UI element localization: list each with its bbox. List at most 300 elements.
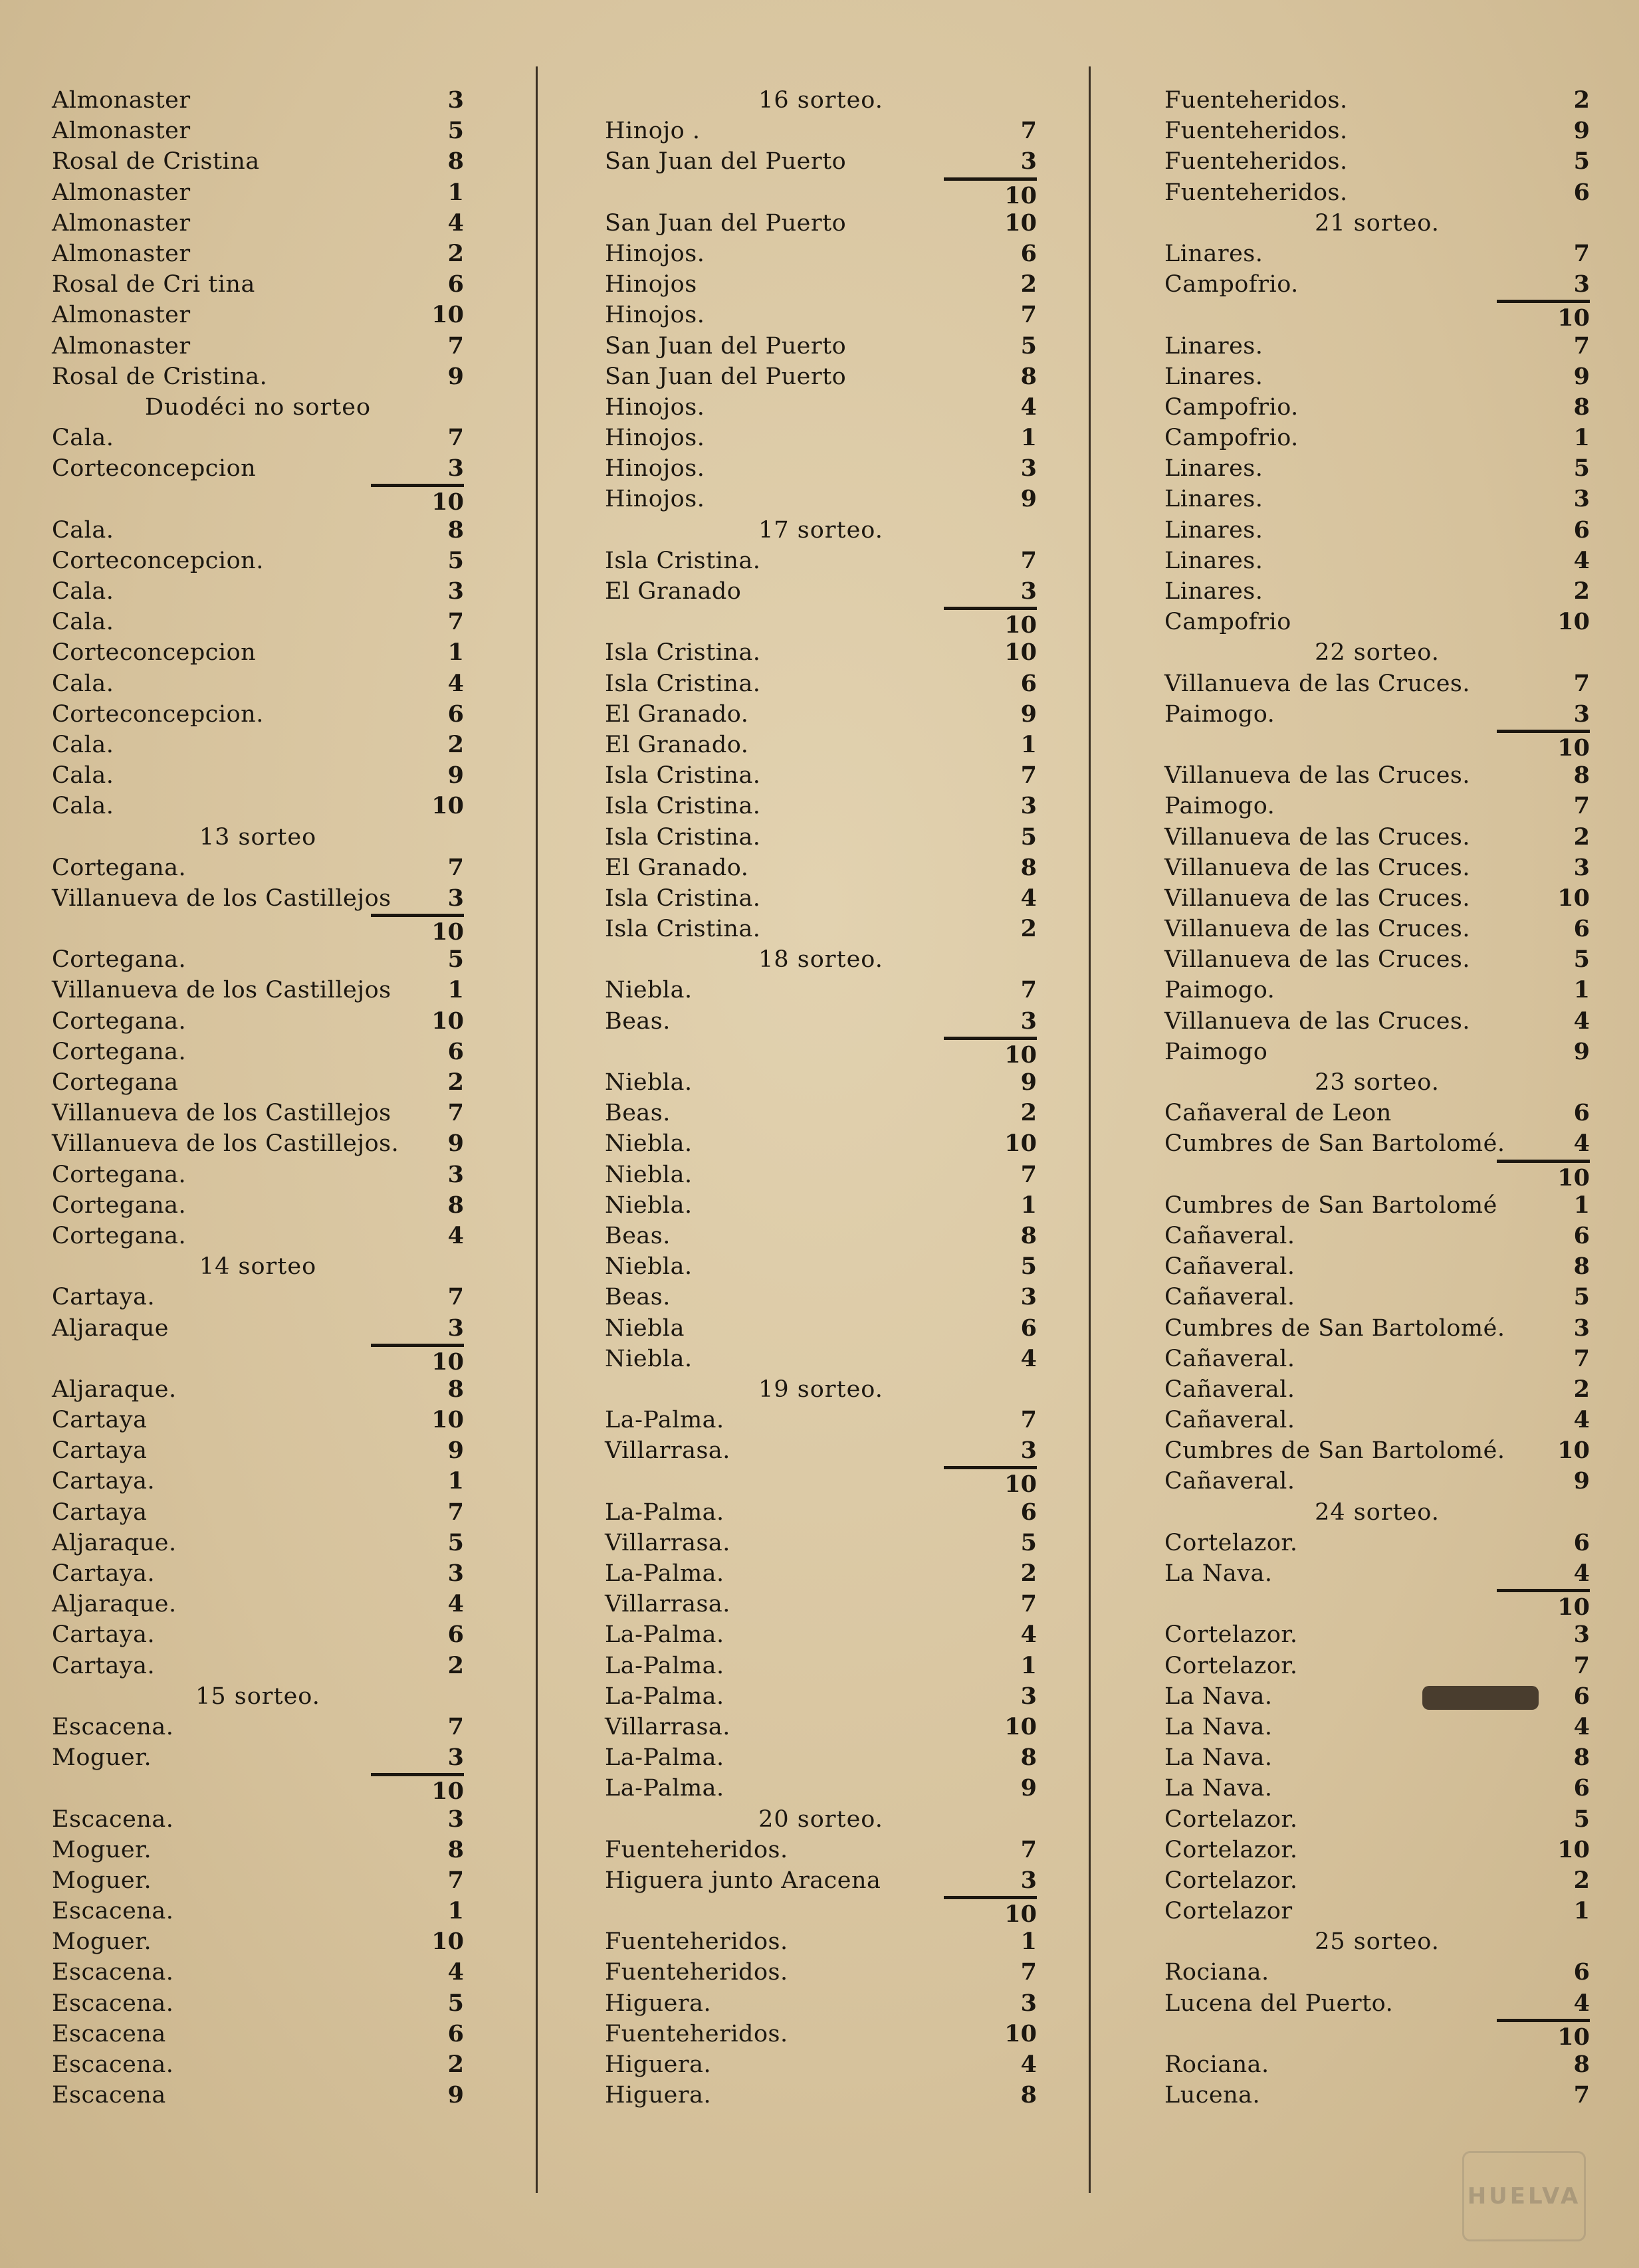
lot-number: 6 bbox=[1573, 516, 1590, 544]
list-item bbox=[52, 1651, 464, 1681]
list-item bbox=[605, 484, 1037, 514]
list-item bbox=[52, 1374, 464, 1405]
lot-number: 8 bbox=[447, 1191, 464, 1219]
lot-number: 7 bbox=[1020, 117, 1037, 145]
lot-number: 2 bbox=[1020, 915, 1037, 943]
list-item bbox=[605, 239, 1037, 269]
lot-number: 7 bbox=[1020, 546, 1037, 574]
list-item bbox=[1164, 146, 1590, 177]
place-name: Lucena del Puerto. bbox=[1164, 1990, 1394, 2017]
place-name: Niebla bbox=[605, 1314, 685, 1342]
list-item bbox=[605, 637, 1037, 668]
lot-number: 3 bbox=[1020, 455, 1037, 482]
list-item bbox=[1164, 1221, 1590, 1251]
sorteo-heading: 21 sorteo. bbox=[1315, 209, 1440, 237]
stamp-text: HUELVA bbox=[1467, 2183, 1581, 2210]
lot-number: 10 bbox=[431, 301, 464, 329]
lot-number: 6 bbox=[447, 1621, 464, 1649]
lot-number: 5 bbox=[447, 117, 464, 145]
list-item bbox=[605, 1282, 1037, 1312]
list-item bbox=[1164, 944, 1590, 975]
place-name: Paimogo. bbox=[1164, 793, 1275, 820]
sorteo-heading: 25 sorteo. bbox=[1315, 1928, 1440, 1956]
list-item bbox=[605, 1251, 1037, 1282]
list-item bbox=[52, 1006, 464, 1037]
list-item bbox=[52, 2049, 464, 2080]
place-name: Escacena. bbox=[52, 1959, 174, 1986]
list-item bbox=[52, 1098, 464, 1128]
place-name: El Granado. bbox=[605, 731, 749, 758]
sum-total: 10 bbox=[944, 1037, 1037, 1067]
sorteo-heading: 18 sorteo. bbox=[758, 946, 883, 974]
lot-number: 2 bbox=[1573, 1866, 1590, 1894]
place-name: Hinojos. bbox=[605, 455, 705, 482]
list-item bbox=[52, 1160, 464, 1190]
list-item bbox=[52, 239, 464, 269]
place-name: Corteconcepcion bbox=[52, 455, 257, 482]
lot-number: 6 bbox=[1020, 669, 1037, 697]
list-item bbox=[1164, 239, 1590, 269]
place-name: Campofrio. bbox=[1164, 271, 1299, 298]
lot-number: 9 bbox=[1573, 1467, 1590, 1495]
lot-number: 7 bbox=[1020, 301, 1037, 329]
list-item bbox=[52, 1037, 464, 1067]
list-item bbox=[1164, 453, 1590, 484]
sorteo-heading: 16 sorteo. bbox=[758, 87, 883, 114]
lot-number: 10 bbox=[1004, 209, 1037, 237]
lot-number: 4 bbox=[447, 1958, 464, 1986]
place-name: Cortegana. bbox=[52, 1161, 187, 1188]
list-item bbox=[605, 1957, 1037, 1988]
lot-number: 1 bbox=[1020, 1651, 1037, 1679]
lot-number: 6 bbox=[1020, 1498, 1037, 1526]
list-item bbox=[52, 546, 464, 576]
lot-number: 7 bbox=[1573, 239, 1590, 267]
list-item bbox=[605, 853, 1037, 883]
place-name: Niebla. bbox=[605, 1130, 693, 1158]
place-name: Beas. bbox=[605, 1100, 671, 1127]
list-item bbox=[52, 361, 464, 392]
list-item bbox=[1164, 1773, 1590, 1804]
lot-number: 9 bbox=[447, 362, 464, 390]
list-item bbox=[605, 699, 1037, 730]
lot-number: 3 bbox=[1573, 270, 1590, 298]
place-name: Cumbres de San Bartolomé bbox=[1164, 1191, 1497, 1219]
list-item bbox=[605, 361, 1037, 392]
list-item bbox=[605, 669, 1037, 699]
lot-number: 7 bbox=[1573, 669, 1590, 697]
list-item bbox=[1164, 607, 1590, 637]
lot-number: 10 bbox=[431, 1406, 464, 1434]
lot-number: 9 bbox=[447, 1437, 464, 1465]
place-name: Cala. bbox=[52, 762, 114, 789]
lot-number: 5 bbox=[1020, 1253, 1037, 1281]
lot-number: 3 bbox=[1573, 1314, 1590, 1342]
list-item bbox=[605, 791, 1037, 821]
list-item bbox=[52, 208, 464, 239]
list-item bbox=[605, 1926, 1037, 1957]
lot-number: 5 bbox=[447, 1528, 464, 1556]
list-item bbox=[1164, 576, 1590, 607]
list-item bbox=[52, 1067, 464, 1098]
list-item bbox=[1164, 423, 1590, 453]
list-item bbox=[605, 730, 1037, 760]
place-name: Almonaster bbox=[52, 332, 191, 360]
place-name: La-Palma. bbox=[605, 1683, 724, 1710]
sum-total: 10 bbox=[371, 1344, 464, 1374]
place-name: San Juan del Puerto bbox=[605, 332, 847, 360]
lot-number: 3 bbox=[1020, 1682, 1037, 1710]
list-item bbox=[1164, 85, 1590, 116]
lot-number: 2 bbox=[1573, 86, 1590, 114]
lot-number: 5 bbox=[1573, 946, 1590, 974]
place-name: Cortegana bbox=[52, 1069, 179, 1096]
place-name: Villanueva de los Castillejos bbox=[52, 884, 391, 912]
place-name: Cortelazor. bbox=[1164, 1621, 1298, 1649]
place-name: Niebla. bbox=[605, 1345, 693, 1372]
list-item bbox=[605, 2080, 1037, 2111]
lot-number: 3 bbox=[1020, 1007, 1037, 1035]
list-item bbox=[52, 1589, 464, 1619]
place-name: Escacena. bbox=[52, 1898, 174, 1925]
list-item bbox=[605, 1988, 1037, 2019]
list-item bbox=[1164, 331, 1590, 361]
list-item bbox=[52, 1712, 464, 1742]
lot-number: 5 bbox=[1020, 332, 1037, 360]
lot-number: 4 bbox=[1020, 2051, 1037, 2078]
lot-number: 6 bbox=[1573, 1774, 1590, 1802]
lot-number: 3 bbox=[447, 1160, 464, 1188]
sorteo-heading: 20 sorteo. bbox=[758, 1805, 883, 1833]
place-name: El Granado. bbox=[605, 854, 749, 881]
place-name: Hinojos. bbox=[605, 240, 705, 267]
lot-number: 7 bbox=[447, 608, 464, 636]
lot-number: 5 bbox=[1020, 823, 1037, 851]
lot-number: 4 bbox=[447, 209, 464, 237]
place-name: Campofrio. bbox=[1164, 393, 1299, 421]
list-item bbox=[605, 1405, 1037, 1435]
lot-number: 3 bbox=[447, 577, 464, 605]
list-item bbox=[605, 146, 1037, 177]
list-item bbox=[1164, 1712, 1590, 1742]
place-name: Cartaya bbox=[52, 1407, 148, 1434]
sorteo-heading: 22 sorteo. bbox=[1315, 639, 1440, 667]
lot-number: 7 bbox=[1020, 1835, 1037, 1863]
archive-stamp bbox=[1462, 2151, 1586, 2241]
lot-number: 9 bbox=[447, 762, 464, 789]
list-item bbox=[605, 975, 1037, 1005]
lot-number: 4 bbox=[1020, 393, 1037, 421]
place-name: Villanueva de las Cruces. bbox=[1164, 670, 1471, 697]
place-name: Hinojos. bbox=[605, 486, 705, 513]
list-item bbox=[1164, 1435, 1590, 1466]
lot-number: 4 bbox=[1573, 1560, 1590, 1587]
place-name: Niebla. bbox=[605, 1191, 693, 1219]
list-item bbox=[52, 269, 464, 300]
list-item bbox=[605, 883, 1037, 914]
place-name: Niebla. bbox=[605, 977, 693, 1004]
list-item bbox=[1164, 116, 1590, 146]
place-name: Higuera. bbox=[605, 1990, 712, 2017]
lot-number: 3 bbox=[447, 1314, 464, 1342]
place-name: Fuenteheridos. bbox=[605, 1959, 788, 1986]
column-2 bbox=[605, 85, 1037, 2111]
list-item bbox=[605, 1773, 1037, 1804]
place-name: Isla Cristina. bbox=[605, 823, 761, 851]
column-divider bbox=[536, 66, 538, 2193]
lot-number: 6 bbox=[1020, 239, 1037, 267]
lot-number: 2 bbox=[1020, 1560, 1037, 1587]
lot-number: 4 bbox=[1020, 884, 1037, 912]
lot-number: 3 bbox=[1020, 1437, 1037, 1465]
lot-number: 1 bbox=[1020, 424, 1037, 452]
place-name: Moguer. bbox=[52, 1867, 152, 1894]
place-name: Cala. bbox=[52, 609, 114, 636]
column-3 bbox=[1164, 85, 1590, 2111]
lot-number: 7 bbox=[447, 424, 464, 452]
lot-number: 3 bbox=[1573, 853, 1590, 881]
list-item bbox=[605, 300, 1037, 330]
list-item bbox=[605, 1865, 1037, 1896]
list-item bbox=[605, 1221, 1037, 1251]
lot-number: 7 bbox=[1573, 1651, 1590, 1679]
place-name: Cortelazor. bbox=[1164, 1652, 1298, 1679]
list-item bbox=[1164, 546, 1590, 576]
list-item bbox=[1164, 1835, 1590, 1865]
place-name: Cortegana. bbox=[52, 946, 187, 974]
list-item bbox=[52, 1405, 464, 1435]
place-name: Isla Cristina. bbox=[605, 547, 761, 574]
list-item bbox=[605, 1589, 1037, 1619]
list-item bbox=[52, 637, 464, 668]
place-name: Escacena. bbox=[52, 1805, 174, 1833]
lot-number: 6 bbox=[1573, 915, 1590, 943]
list-item bbox=[1164, 1374, 1590, 1405]
place-name: Moguer. bbox=[52, 1836, 152, 1863]
lot-number: 6 bbox=[1573, 1682, 1590, 1710]
lot-number: 9 bbox=[1020, 1069, 1037, 1096]
lot-number: 7 bbox=[447, 1283, 464, 1311]
list-item bbox=[605, 1712, 1037, 1742]
lot-number: 9 bbox=[1573, 1037, 1590, 1065]
list-item bbox=[1164, 853, 1590, 883]
lot-number: 3 bbox=[1020, 577, 1037, 605]
place-name: Isla Cristina. bbox=[605, 670, 761, 697]
list-item bbox=[52, 853, 464, 883]
lot-number: 4 bbox=[1573, 1712, 1590, 1740]
place-name: Cortelazor. bbox=[1164, 1867, 1298, 1894]
list-item bbox=[1164, 791, 1590, 821]
lot-number: 4 bbox=[447, 669, 464, 697]
list-item bbox=[52, 1926, 464, 1957]
list-item bbox=[605, 1128, 1037, 1159]
lot-number: 10 bbox=[1004, 2019, 1037, 2047]
lot-number: 7 bbox=[447, 1498, 464, 1526]
lot-number: 2 bbox=[1020, 270, 1037, 298]
lot-number: 10 bbox=[431, 792, 464, 820]
lot-number: 1 bbox=[447, 976, 464, 1004]
place-name: Cartaya bbox=[52, 1437, 148, 1465]
sum-total: 10 bbox=[1497, 2019, 1590, 2049]
list-item bbox=[52, 669, 464, 699]
place-name: Escacena. bbox=[52, 2051, 174, 2078]
place-name: Villarrasa. bbox=[605, 1591, 730, 1618]
list-item bbox=[1164, 1037, 1590, 1067]
lot-number: 8 bbox=[447, 1375, 464, 1403]
list-item bbox=[1164, 1651, 1590, 1681]
list-item bbox=[1164, 1282, 1590, 1312]
lot-number: 6 bbox=[1573, 1099, 1590, 1127]
lot-number: 7 bbox=[1020, 1590, 1037, 1618]
place-name: Cartaya. bbox=[52, 1468, 156, 1495]
place-name: Linares. bbox=[1164, 547, 1263, 574]
list-item bbox=[605, 1344, 1037, 1374]
place-name: Almonaster bbox=[52, 302, 191, 329]
lot-number: 10 bbox=[1004, 1712, 1037, 1740]
lot-number: 8 bbox=[447, 516, 464, 544]
lot-number: 9 bbox=[1573, 362, 1590, 390]
list-item bbox=[605, 822, 1037, 853]
list-item bbox=[52, 300, 464, 330]
list-item bbox=[605, 1558, 1037, 1589]
place-name: Aljaraque. bbox=[52, 1591, 177, 1618]
place-name: Corteconcepcion. bbox=[52, 547, 264, 574]
place-name: La Nava. bbox=[1164, 1713, 1273, 1740]
lot-number: 3 bbox=[1573, 485, 1590, 513]
lot-number: 7 bbox=[447, 1866, 464, 1894]
place-name: La-Palma. bbox=[605, 1652, 724, 1679]
list-item bbox=[605, 1067, 1037, 1098]
lot-number: 10 bbox=[1557, 608, 1590, 636]
lot-number: 1 bbox=[1573, 976, 1590, 1004]
place-name: Beas. bbox=[605, 1007, 671, 1035]
lot-number: 8 bbox=[1573, 1744, 1590, 1772]
place-name: Rosal de Cristina. bbox=[52, 363, 268, 390]
lot-number: 8 bbox=[1573, 762, 1590, 789]
place-name: La-Palma. bbox=[605, 1498, 724, 1526]
list-item bbox=[605, 1651, 1037, 1681]
list-item bbox=[52, 791, 464, 821]
place-name: Linares. bbox=[1164, 516, 1263, 544]
lot-number: 7 bbox=[1020, 762, 1037, 789]
place-name: Villarrasa. bbox=[605, 1437, 730, 1465]
place-name: Isla Cristina. bbox=[605, 916, 761, 943]
lot-number: 5 bbox=[447, 546, 464, 574]
lot-number: 10 bbox=[1004, 1130, 1037, 1158]
sum-total: 10 bbox=[944, 607, 1037, 637]
list-item bbox=[605, 1435, 1037, 1466]
list-item bbox=[1164, 1405, 1590, 1435]
place-name: La Nava. bbox=[1164, 1683, 1273, 1710]
place-name: Rosal de Cri tina bbox=[52, 271, 255, 298]
place-name: Fuenteheridos. bbox=[1164, 118, 1348, 145]
place-name: Niebla. bbox=[605, 1069, 693, 1096]
place-name: Rociana. bbox=[1164, 2051, 1269, 2078]
sorteo-heading: 13 sorteo bbox=[199, 823, 317, 851]
list-item bbox=[605, 423, 1037, 453]
place-name: Isla Cristina. bbox=[605, 762, 761, 789]
list-item bbox=[52, 1804, 464, 1835]
sum-total: 10 bbox=[944, 177, 1037, 208]
list-item bbox=[52, 1558, 464, 1589]
list-item bbox=[52, 515, 464, 546]
place-name: Villanueva de las Cruces. bbox=[1164, 884, 1471, 912]
place-name: Moguer. bbox=[52, 1928, 152, 1956]
place-name: Almonaster bbox=[52, 87, 191, 114]
place-name: Cala. bbox=[52, 731, 114, 758]
lot-number: 8 bbox=[1020, 853, 1037, 881]
sum-total: 10 bbox=[944, 1896, 1037, 1926]
place-name: Cañaveral. bbox=[1164, 1407, 1295, 1434]
lot-number: 1 bbox=[1020, 1191, 1037, 1219]
sorteo-heading: 23 sorteo. bbox=[1315, 1069, 1440, 1096]
list-item bbox=[605, 1681, 1037, 1712]
list-item bbox=[605, 392, 1037, 423]
place-name: Escacena bbox=[52, 2082, 166, 2109]
list-item bbox=[605, 1313, 1037, 1344]
lot-number: 2 bbox=[447, 239, 464, 267]
list-item bbox=[1164, 1896, 1590, 1926]
list-item bbox=[605, 208, 1037, 239]
place-name: Almonaster bbox=[52, 209, 191, 237]
list-item bbox=[52, 453, 464, 484]
place-name: Isla Cristina. bbox=[605, 793, 761, 820]
place-name: La-Palma. bbox=[605, 1560, 724, 1587]
place-name: Fuenteheridos. bbox=[1164, 179, 1348, 206]
list-item bbox=[605, 331, 1037, 361]
place-name: Hinojos bbox=[605, 271, 697, 298]
place-name: Rociana. bbox=[1164, 1959, 1269, 1986]
place-name: Almonaster bbox=[52, 118, 191, 145]
list-item bbox=[605, 1497, 1037, 1528]
sum-total: 10 bbox=[1497, 1589, 1590, 1619]
list-item bbox=[52, 116, 464, 146]
lot-number: 6 bbox=[447, 1037, 464, 1065]
place-name: Linares. bbox=[1164, 363, 1263, 390]
list-item bbox=[1164, 1190, 1590, 1221]
list-item bbox=[605, 914, 1037, 944]
place-name: Almonaster bbox=[52, 179, 191, 206]
list-item bbox=[52, 146, 464, 177]
list-item bbox=[52, 760, 464, 791]
list-item bbox=[1164, 269, 1590, 300]
place-name: El Granado bbox=[605, 578, 742, 605]
list-item bbox=[605, 576, 1037, 607]
lot-number: 3 bbox=[447, 1805, 464, 1833]
lot-number: 2 bbox=[1573, 823, 1590, 851]
lot-number: 8 bbox=[1573, 1253, 1590, 1281]
lot-number: 2 bbox=[447, 730, 464, 758]
list-item bbox=[52, 1282, 464, 1312]
list-item bbox=[52, 1435, 464, 1466]
place-name: Cala. bbox=[52, 578, 114, 605]
list-item bbox=[52, 607, 464, 637]
place-name: Higuera. bbox=[605, 2082, 712, 2109]
place-name: Paimogo bbox=[1164, 1038, 1268, 1065]
lot-number: 4 bbox=[1573, 1406, 1590, 1434]
place-name: Rosal de Cristina bbox=[52, 148, 260, 175]
lot-number: 5 bbox=[1573, 1805, 1590, 1833]
list-item bbox=[1164, 177, 1590, 208]
lot-number: 10 bbox=[431, 1928, 464, 1956]
lot-number: 3 bbox=[447, 1560, 464, 1587]
lot-number: 10 bbox=[431, 1007, 464, 1035]
list-item bbox=[1164, 914, 1590, 944]
list-item bbox=[1164, 1466, 1590, 1496]
place-name: Cartaya. bbox=[52, 1284, 156, 1311]
lot-number: 2 bbox=[447, 1651, 464, 1679]
place-name: Linares. bbox=[1164, 578, 1263, 605]
